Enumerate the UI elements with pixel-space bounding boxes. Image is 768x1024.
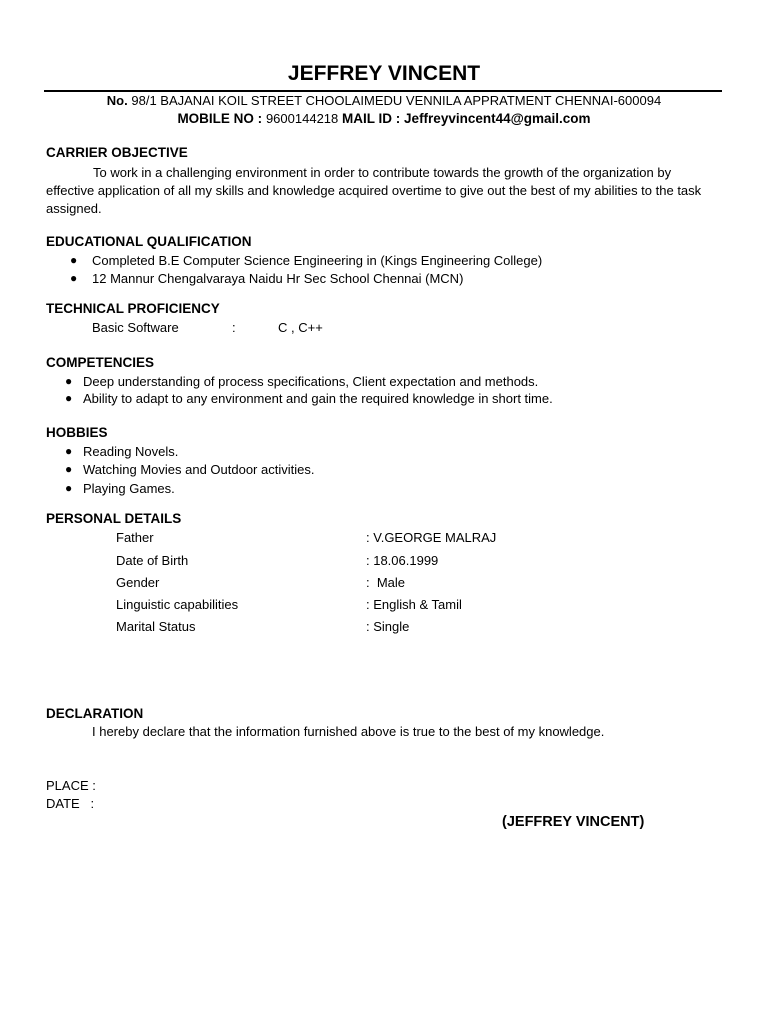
bullet-icon: ● (65, 444, 73, 458)
signature-name: (JEFFREY VINCENT) (502, 814, 645, 830)
personal-label: Date of Birth (116, 553, 189, 568)
technical-heading: TECHNICAL PROFICIENCY (46, 301, 220, 316)
candidate-name: JEFFREY VINCENT (287, 62, 481, 85)
place-label: PLACE : (46, 778, 96, 793)
date-label: DATE : (46, 796, 95, 811)
list-item (65, 391, 553, 406)
technical-label: Basic Software (92, 320, 179, 335)
address-label: No. (106, 93, 128, 108)
personal-value: : V.GEORGE MALRAJ (366, 530, 497, 545)
declaration-heading: DECLARATION (46, 706, 144, 721)
list-item (70, 253, 543, 268)
list-item (65, 374, 539, 389)
personal-heading: PERSONAL DETAILS (46, 511, 182, 526)
bullet-icon: ● (70, 253, 78, 267)
technical-value: C , C++ (278, 320, 323, 335)
education-item: 12 Mannur Chengalvaraya Naidu Hr Sec School Chennai (MCN) (92, 271, 464, 286)
contact-line (0, 111, 768, 126)
personal-label: Gender (116, 575, 160, 590)
objective-text: To work in a challenging environment in order to contribute towards the growth of the organization by effective application of all my skills and knowledge acquired overtime to give out the best of my abilities to the task assigned. (46, 165, 702, 216)
personal-value: : 18.06.1999 (366, 553, 439, 568)
mail-value: Jeffreyvincent44@gmail.com (404, 111, 591, 126)
personal-value: : Single (366, 619, 410, 634)
hobby-item: Watching Movies and Outdoor activities. (83, 462, 315, 477)
competency-item: Deep understanding of process specifications, Client expectation and methods. (83, 374, 539, 389)
bullet-icon: ● (65, 462, 73, 476)
mobile-value: 9600144218 (265, 111, 339, 126)
education-item: Completed B.E Computer Science Engineering in (Kings Engineering College) (92, 253, 543, 268)
bullet-icon: ● (65, 374, 73, 388)
personal-label: Linguistic capabilities (116, 597, 239, 612)
hobby-item: Playing Games. (83, 481, 175, 496)
address-line (0, 93, 768, 108)
competency-item: Ability to adapt to any environment and gain the required knowledge in short time. (83, 391, 553, 406)
bullet-icon: ● (65, 391, 73, 405)
list-item (70, 271, 464, 286)
address-value: 98/1 BAJANAI KOIL STREET CHOOLAIMEDU VENNILA APPRATMENT CHENNAI-600094 (131, 93, 662, 108)
list-item (65, 462, 315, 477)
personal-label: Marital Status (116, 619, 196, 634)
competencies-heading: COMPETENCIES (46, 355, 155, 370)
personal-value: : Male (366, 575, 406, 590)
technical-separator: : (232, 320, 236, 335)
header-divider (44, 90, 722, 92)
declaration-text: I hereby declare that the information furnished above is true to the best of my knowledge. (92, 724, 605, 739)
bullet-icon: ● (70, 271, 78, 285)
mobile-label: MOBILE NO : (177, 111, 263, 126)
personal-label: Father (116, 530, 154, 545)
mail-label: MAIL ID : (342, 111, 401, 126)
list-item (65, 481, 175, 496)
list-item (65, 444, 179, 459)
education-heading: EDUCATIONAL QUALIFICATION (46, 234, 252, 249)
bullet-icon: ● (65, 481, 73, 495)
objective-heading: CARRIER OBJECTIVE (46, 145, 188, 160)
personal-value: : English & Tamil (366, 597, 462, 612)
hobby-item: Reading Novels. (83, 444, 179, 459)
hobbies-heading: HOBBIES (46, 425, 108, 440)
